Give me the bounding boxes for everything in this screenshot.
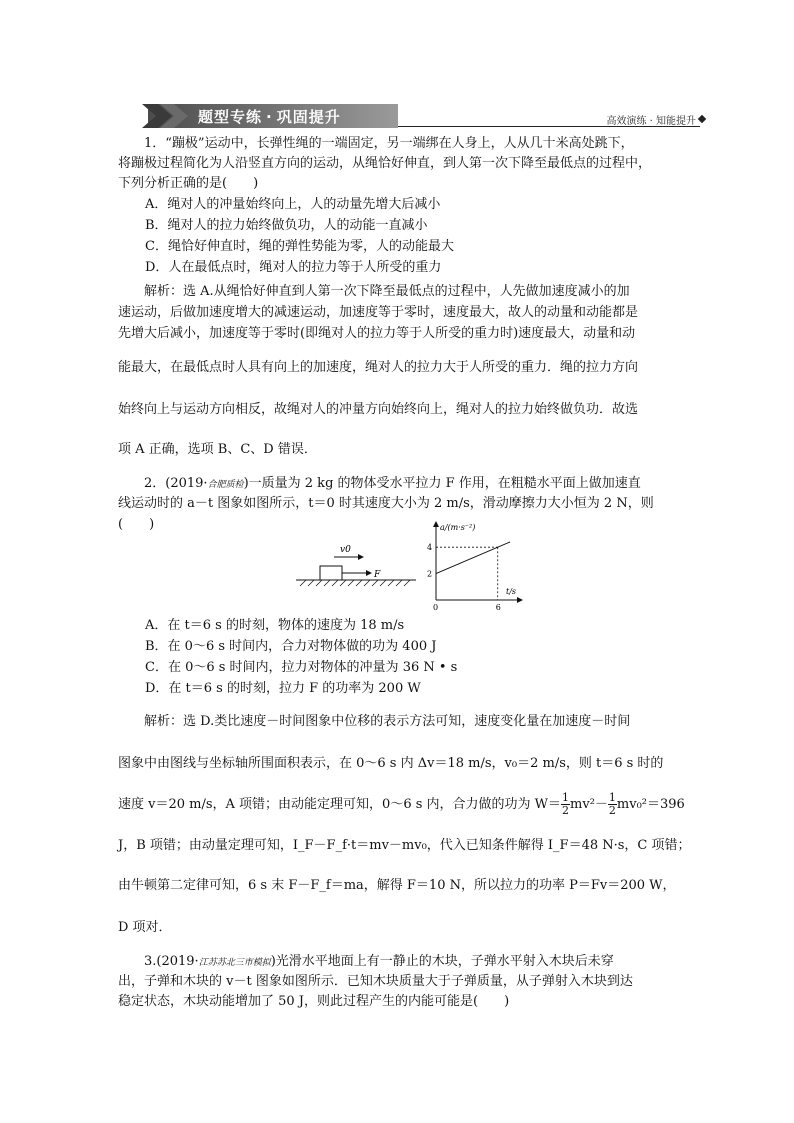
block xyxy=(320,566,342,580)
q1-stem-line2: 将蹦极过程简化为人沿竖直方向的运动，从绳恰好伸直，到人第一次下降至最低点的过程中， xyxy=(118,156,652,171)
q2-solution-line4: J，B 项错；由动量定理可知，I_F－F_f·t＝mv－mv₀，代入已知条件解得 I_F＝48 N·s，C 项错； xyxy=(118,838,691,853)
diamond-icon xyxy=(698,115,706,123)
q1-stem-line1: 1．“蹦极”运动中，长弹性绳的一端固定，另一端绑在人身上，人从几十米高处跳下， xyxy=(144,136,634,151)
y-tick-4: 4 xyxy=(427,543,433,553)
fraction-half-2: $\frac{1}{2}$ xyxy=(608,791,616,817)
fraction-half-1: $\frac{1}{2}$ xyxy=(562,791,570,817)
q2-solution-line3-c: mv₀²＝396 xyxy=(616,797,685,812)
q1-solution-line6: 项 A 正确，选项 B、C、D 错误． xyxy=(118,442,317,457)
q2-stem-rest: )一质量为 2 kg 的物体受水平拉力 F 作用，在粗糙水平面上做加速直 xyxy=(243,476,641,491)
q2-a-t-chart xyxy=(418,518,528,610)
force-label: F xyxy=(374,570,381,580)
q3-stem-line3: 稳定状态，木块动能增加了 50 J，则此过程产生的内能可能是( ) xyxy=(118,994,510,1009)
q2-stem-line2: 线运动时的 a－t 图象如图所示，t＝0 时其速度大小为 2 m/s，滑动摩擦力大小恒为 2 N，则( ) xyxy=(118,496,654,532)
q2-solution-line2: 图象中由图线与坐标轴所围面积表示，在 0～6 s 内 Δv＝18 m/s，v₀＝2 m/s，则 t＝6 s 时的 xyxy=(118,756,664,771)
v0-label: v0 xyxy=(340,545,351,555)
q1-solution-line4: 能最大，在最低点时人具有向上的加速度，绳对人的拉力大于人所受的重力．绳的拉力方向 xyxy=(118,360,639,375)
q1-solution-line1: 解析：选 A.从绳恰好伸直到人第一次下降至最低点的过程中，人先做加速度减小的加 xyxy=(144,284,630,299)
y-tick-2: 2 xyxy=(427,569,433,579)
q2-option-d: D．在 t＝6 s 的时刻，拉力 F 的功率为 200 W xyxy=(145,681,421,696)
q2-option-b: B．在 0～6 s 时间内，合力对物体做的功为 400 J xyxy=(145,639,437,654)
q2-number: 2．(2019· xyxy=(144,476,208,491)
q1-solution-line3: 先增大后减小，加速度等于零时(即绳对人的拉力等于人所受的重力时)速度最大，动量和动 xyxy=(118,326,636,341)
y-axis-label: a/(m·s⁻²) xyxy=(440,523,476,532)
q2-block-diagram xyxy=(296,538,416,592)
q2-source: 合肥质检 xyxy=(207,480,244,490)
header-right-text: 高效演练 · 知能提升 xyxy=(606,116,696,127)
q2-solution-line3-a: 速度 v＝20 m/s，A 项错；由动能定理可知，0～6 s 内，合力做的功为 W＝ xyxy=(118,797,562,812)
q3-stem-rest: )光滑水平地面上有一静止的木块，子弹水平射入木块后未穿 xyxy=(270,954,614,969)
y-axis-arrowhead-icon xyxy=(433,521,439,527)
q2-solution-line1: 解析：选 D.类比速度－时间图象中位移的表示方法可知，速度变化量在加速度－时间 xyxy=(144,714,631,729)
x-axis-arrowhead-icon xyxy=(517,597,523,603)
velocity-arrowhead-icon xyxy=(358,554,364,560)
q3-stem-line1 xyxy=(118,952,678,974)
q2-solution-line6: D 项对． xyxy=(118,920,172,935)
section-title: 题型专练 · 巩固提升 xyxy=(198,108,341,126)
q1-option-c: C．绳恰好伸直时，绳的弹性势能为零，人的动能最大 xyxy=(145,239,454,254)
q1-option-a: A．绳对人的冲量始终向上，人的动量先增大后减小 xyxy=(145,197,441,212)
q2-option-a: A．在 t＝6 s 的时刻，物体的速度为 18 m/s xyxy=(145,618,405,633)
origin-label: 0 xyxy=(433,603,439,610)
q2-solution-line3-b: mv²－ xyxy=(570,797,608,812)
q2-solution-line3 xyxy=(118,791,685,817)
x-tick-6: 6 xyxy=(495,603,501,610)
ground-hatching xyxy=(300,580,410,586)
force-arrowhead-icon xyxy=(366,570,372,576)
q1-stem-line3: 下列分析正确的是( ) xyxy=(118,176,259,191)
series-line xyxy=(436,542,510,574)
q2-option-c: C．在 0～6 s 时间内，拉力对物体的冲量为 36 N • s xyxy=(145,660,458,675)
q3-number: 3.(2019· xyxy=(144,954,199,969)
chevron-double-icon xyxy=(138,102,194,130)
q3-stem-line2: 出，子弹和木块的 v－t 图象如图所示．已知木块质量大于子弹质量，从子弹射入木块到达 xyxy=(118,974,633,989)
q1-solution-line5: 始终向上与运动方向相反，故绳对人的冲量方向始终向上，绳对人的拉力始终做负功．故选 xyxy=(118,402,639,417)
q1-solution-line2: 速运动，后做加速度增大的减速运动，加速度等于零时，速度最大，故人的动量和动能都是 xyxy=(118,305,639,320)
q1-option-d: D．人在最低点时，绳对人的拉力等于人所受的重力 xyxy=(145,260,442,275)
q1-option-b: B．绳对人的拉力始终做负功，人的动能一直减小 xyxy=(145,218,428,233)
q3-source: 江苏苏北三市模拟 xyxy=(198,958,271,968)
q2-solution-line5: 由牛顿第二定律可知，6 s 末 F－F_f＝ma，解得 F＝10 N，所以拉力的功率 P＝Fv＝200 W， xyxy=(118,878,676,893)
q2-stem-line1 xyxy=(118,474,678,496)
x-axis-label: t/s xyxy=(506,587,517,596)
